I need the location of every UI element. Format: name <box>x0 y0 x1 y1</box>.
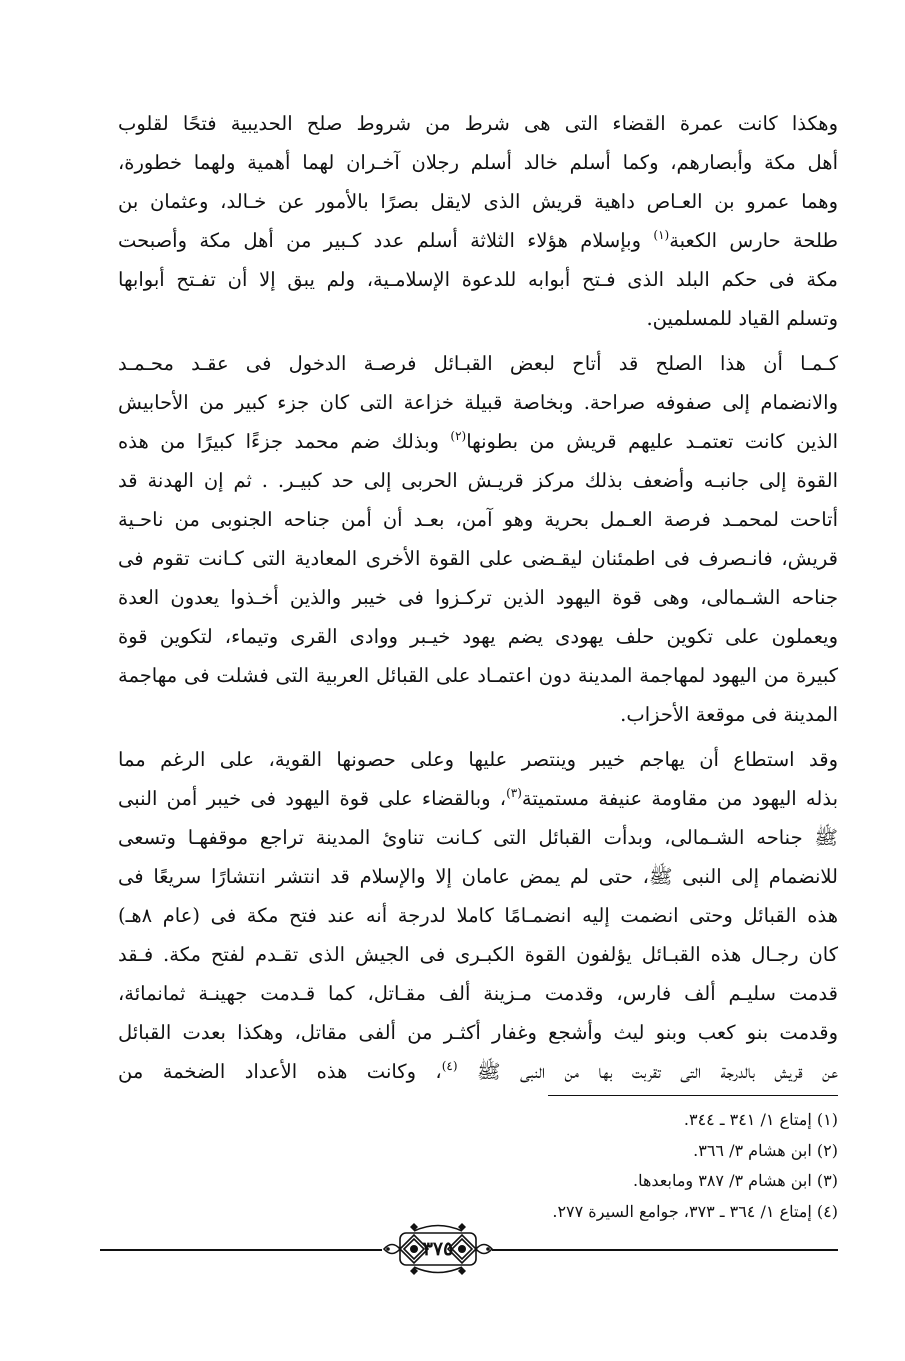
text-line: قريش، فانـصرف فى اطمئنان ليقـضى على القوة الأخرى المعادية التى كـانت تقوم فى <box>118 547 838 570</box>
text-line: والانضمام إلى صفوفه صراحة. وبخاصة قبيلة خزاعة التى كان جزء كبير من الأحابيش <box>118 391 838 414</box>
text-line: جناحه الشـمالى، وهى قوة اليهود الذين تركـزوا فى خيبر والذين أخـذوا يعدون العدة <box>118 586 838 609</box>
footnote-ref-4[interactable]: (٤) <box>441 1059 458 1073</box>
text-line: ويعملون على تكوين حلف يهودى يضم يهود خيـبر ووادى القرى وتيماء، لتكوين قوة <box>118 625 838 648</box>
bottom-rule-right <box>492 1249 838 1251</box>
text-line: كان رجـال هذه القبـائل يؤلفون القوة الكبـرى فى الجيش الذى تقـدم لفتح مكة. فـقد <box>118 943 838 966</box>
text-line <box>118 779 838 818</box>
footnote-ref-1[interactable]: (١) <box>653 228 670 242</box>
text-line: كـمـا أن هذا الصلح قد أتاح لبعض القبـائل فرصـة الدخول فى عقـد محـمـد <box>118 352 838 375</box>
text-line: كبيرة من اليهود لمهاجمة المدينة دون اعتمـاد على القبائل العربية التى فشلت فى مهاجمة <box>118 664 838 687</box>
text-fragment: عن قريش بالدرجة التى تقربت بها من النبى ﷺ <box>476 1060 839 1083</box>
footnotes <box>300 1105 838 1227</box>
bottom-rule-left <box>100 1249 382 1251</box>
text-line: وهكذا كانت عمرة القضاء التى هى شرط من شروط صلح الحديبية فتحًا لقلوب <box>118 112 838 135</box>
page-number: ٣٧٥ <box>422 1238 454 1260</box>
text-line: وتسلم القياد للمسلمين. <box>646 307 838 330</box>
text-fragment: ، وبالقضاء على قوة اليهود فى خيبر أمن النبى <box>118 787 507 810</box>
footnote-ref-3[interactable]: (٣) <box>506 786 522 800</box>
text-line: مكة فى حكم البلد الذى فـتح أبوابه للدعوة الإسلامـية، ولم يبق إلا أن تفـتح أبوابها <box>118 268 838 291</box>
text-line: ﷺ جناحه الشـمالى، وبدأت القبائل التى كـانت تناوئ المدينة تراجع موقفهـا وتسعى <box>118 826 838 849</box>
main-text <box>118 104 838 1097</box>
text-line: هذه القبائل وحتى انضمت إليه انضمـامًا كاملا لدرجة أنه عند فتح مكة فى (عام ٨هـ) <box>118 904 838 927</box>
text-line: وقدمت بنو كعب وبنو ليث وأشجع وغفار أكثـر من ألفى مقاتل، وهكذا بعدت القبائل <box>118 1021 838 1044</box>
text-line: أهل مكة وأبصارهم، وكما أسلم خالد أسلم رجلان آخـران لهما أهمية ولهما خطورة، <box>118 151 838 174</box>
text-line: للانضمام إلى النبى ﷺ، حتى لم يمض عامان إلا والإسلام قد انتشر انتشارًا سريعًا فى <box>118 865 838 888</box>
text-fragment: وبإسلام هؤلاء الثلاثة أسلم عدد كـبير من أهل مكة وأصبحت <box>118 229 654 252</box>
footnote-4: (٤) إمتاع ١/ ٣٦٤ ـ ٣٧٣، جوامع السيرة ٢٧٧. <box>552 1201 838 1221</box>
text-fragment: الذين كانت تعتمـد عليهم قريش من بطونها <box>466 430 838 453</box>
footnote-1: (١) إمتاع ١/ ٣٤١ ـ ٣٤٤. <box>683 1110 838 1129</box>
text-line: أتاحت لمحمـد فرصة العـمل بحرية وهو آمن، بعـد أن أمن جناحه الجنوبى من ناحـية <box>118 508 838 531</box>
text-line: وهما عمرو بن العـاص داهية قريش الذى لايقل بصرًا بالأمور عن خـالد، وعثمان بن <box>118 190 838 213</box>
text-fragment: وبذلك ضم محمد جزءًا كبيرًا من هذه <box>118 430 451 453</box>
text-line: القوة إلى جانبـه وأضعف بذلك مركز قريـش الحربى إلى حد كبيـر. . ثم إن الهدنة قد <box>118 469 838 492</box>
footnote-ref-2[interactable]: (٢) <box>450 429 467 443</box>
paragraph-3 <box>118 740 838 1091</box>
paragraph-1 <box>118 104 838 338</box>
text-fragment: بذله اليهود من مقاومة عنيفة مستميتة <box>521 787 838 810</box>
text-line: قدمت سليـم ألف فارس، وقدمت مـزينة ألف مقـاتل، كما قـدمت جهينـة ثمانمائة، <box>118 982 838 1005</box>
footnote-2: (٢) ابن هشام ٣/ ٣٦٦. <box>693 1140 838 1160</box>
text-line <box>118 422 838 461</box>
paragraph-2 <box>118 344 838 734</box>
text-line <box>118 1052 838 1091</box>
text-line: وقد استطاع أن يهاجم خيبر وينتصر عليها وعلى حصونها القوية، على الرغم مما <box>118 748 838 771</box>
text-fragment: طلحة حارس الكعبة <box>669 229 838 252</box>
text-line: المدينة فى موقعة الأحزاب. <box>620 703 838 726</box>
footnote-separator <box>548 1095 838 1096</box>
text-fragment: ، وكانت هذه الأعداد الضخمة من <box>118 1060 442 1083</box>
text-line <box>118 221 838 260</box>
footnote-3: (٣) ابن هشام ٣/ ٣٨٧ ومابعدها. <box>632 1171 838 1190</box>
